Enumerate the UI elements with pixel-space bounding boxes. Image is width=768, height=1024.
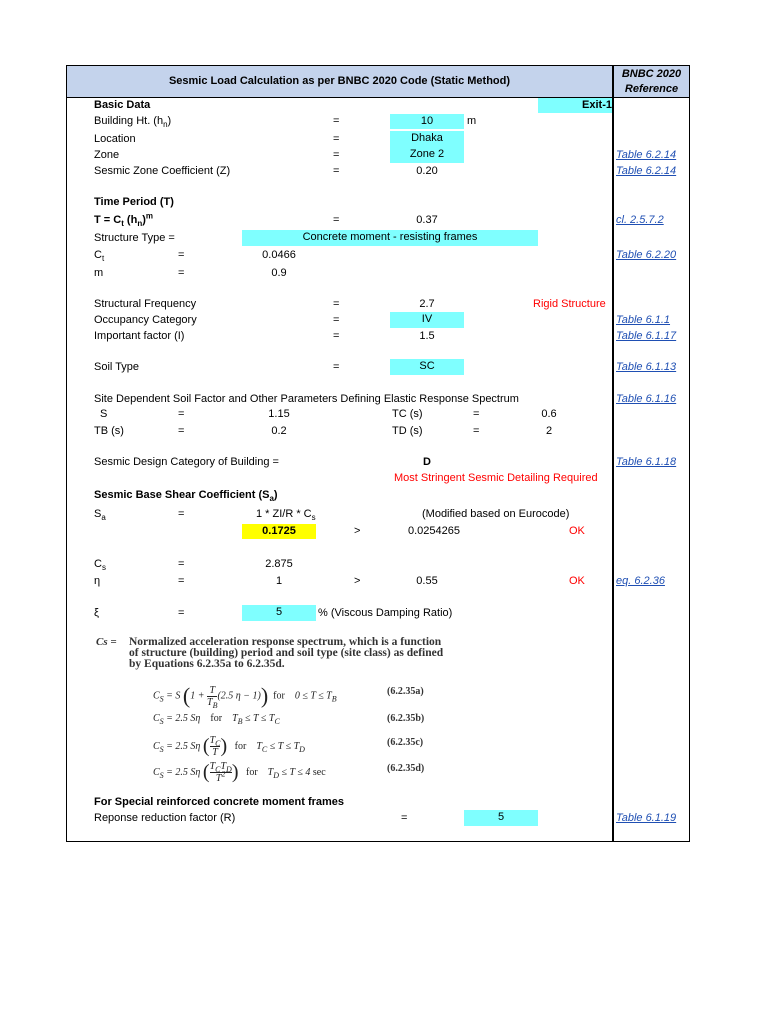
eta-label: η [94,575,101,587]
zone-coefficient-value: 0.20 [416,165,438,177]
location-input[interactable]: Dhaka [390,131,464,147]
structure-type-select[interactable]: Concrete moment - resisting frames [242,230,538,246]
importance-factor-value: 1.5 [419,330,435,342]
equals-sign: = [178,267,185,279]
response-reduction-input[interactable]: 5 [464,810,538,826]
equals-sign: = [178,575,185,587]
td-value: 2 [545,425,553,437]
response-reduction-reference-link[interactable]: Table 6.1.19 [616,812,677,824]
greater-than-sign: > [354,575,361,587]
equation-6-2-35d: $C_S = 2.5$ Sη ( $T_CT_D$ $T^2$ ) for $T_D \le T \le 4$ sec [153,761,326,784]
equals-sign: = [333,149,340,161]
tb-label: TB (s) [94,425,124,437]
s-label: S [100,408,108,420]
equals-sign: = [401,812,408,824]
occupancy-category-input[interactable]: IV [390,312,464,328]
soil-type-input[interactable]: SC [390,359,464,375]
basic-data-heading: Basic Data [94,99,151,111]
equals-sign: = [333,361,340,373]
eurocode-note: (Modified based on Eurocode) [422,508,570,520]
eta-value: 1 [275,575,283,587]
frame-top [66,65,690,66]
equals-sign: = [178,508,185,520]
base-shear-heading: Sesmic Base Shear Coefficient $(S_a)$ [94,489,278,504]
cs-definition-line1: Normalized acceleration response spectrum, which is a function [129,636,442,648]
building-height-input[interactable]: 10 [390,114,464,129]
equals-sign: = [473,425,480,437]
exit-label: Exit-1 [582,99,612,111]
response-reduction-label: Reponse reduction factor (R) [94,812,236,824]
sa-check-ok: OK [569,525,585,537]
equals-sign: = [178,558,185,570]
equation-6-2-35d-number: (6.2.35d) [387,763,425,774]
sa-formula: $1 * ZI/R * C_s$ [256,508,316,523]
exit-cell [538,98,612,113]
equals-sign: = [333,214,340,226]
site-parameters-heading: Site Dependent Soil Factor and Other Parameters Defining Elastic Response Spectrum [94,393,519,405]
occupancy-reference-link[interactable]: Table 6.1.1 [616,314,671,326]
site-parameters-reference-link[interactable]: Table 6.1.16 [616,393,677,405]
sheet-title: Sesmic Load Calculation as per BNBC 2020 Code (Static Method) [168,75,511,87]
sa-minimum-value: 0.0254265 [408,525,460,537]
tc-value: 0.6 [541,408,557,420]
zone-label: Zone [94,149,120,161]
ct-reference-link[interactable]: Table 6.2.20 [616,249,677,261]
equals-sign: = [333,165,340,177]
time-period-value: 0.37 [416,214,438,226]
design-category-label: Sesmic Design Category of Building = [94,456,279,468]
equals-sign: = [473,408,480,420]
time-period-formula: $T = C_t$ $(h_n)^m$ [94,211,154,229]
ct-label: $C_t$ [94,249,105,264]
structure-type-label: Structure Type = [94,232,175,244]
xi-label: ξ [94,607,99,619]
cs-label: $C_s$ [94,558,106,573]
equals-sign: = [178,607,185,619]
structural-frequency-value: 2.7 [419,298,435,310]
detailing-note: Most Stringent Sesmic Detailing Required [394,472,598,484]
design-category-reference-link[interactable]: Table 6.1.18 [616,456,677,468]
frame-right [689,65,690,842]
tc-label: TC (s) [392,408,423,420]
equals-sign: = [178,425,185,437]
importance-factor-label: Important factor (I) [94,330,185,342]
equals-sign: = [333,314,340,326]
soil-type-reference-link[interactable]: Table 6.1.13 [616,361,677,373]
equals-sign: = [178,408,185,420]
equals-sign: = [178,249,185,261]
equation-6-2-35c-number: (6.2.35c) [387,737,424,748]
sa-value: 0.1725 [242,524,316,539]
damping-ratio-input[interactable]: 5 [242,605,316,621]
td-label: TD (s) [392,425,423,437]
reference-header-line2: Reference [624,83,679,95]
eta-minimum-value: 0.55 [416,575,438,587]
frame-bottom [66,841,690,842]
cs-definition-term: Cs = [96,636,117,648]
eta-check-ok: OK [569,575,585,587]
equation-6-2-35b-number: (6.2.35b) [387,713,425,724]
soil-type-label: Soil Type [94,361,140,373]
sa-label: $S_a$ [94,508,106,523]
zone-reference-link[interactable]: Table 6.2.14 [616,149,677,161]
equation-6-2-35a-number: (6.2.35a) [387,686,424,697]
time-period-heading: Time Period (T) [94,196,174,208]
equals-sign: = [333,115,340,127]
equals-sign: = [333,133,340,145]
reference-header-line1: BNBC 2020 [621,68,682,80]
damping-ratio-note: % (Viscous Damping Ratio) [318,607,453,619]
design-category-value: D [423,456,431,468]
location-label: Location [94,133,136,145]
tb-value: 0.2 [271,425,287,437]
cs-value: 2.875 [265,558,293,570]
equation-6-2-35b: $C_S = 2.5$ Sη for $T_B \le T \le T_C$ [153,713,280,726]
zone-coefficient-label: Sesmic Zone Coefficient (Z) [94,165,231,177]
ct-value: 0.0466 [262,249,296,261]
m-value: 0.9 [271,267,287,279]
zone-coefficient-reference-link[interactable]: Table 6.2.14 [616,165,677,177]
structural-frequency-label: Structural Frequency [94,298,197,310]
equation-6-2-35a: $C_S = S$ (1 + $\frac{T}{T_B}$ (2.5 η − 1)) for $0 \le T \le T_B$ [153,683,337,710]
equals-sign: = [333,330,340,342]
zone-input[interactable]: Zone 2 [390,147,464,163]
frame-left [66,65,67,842]
frame-divider [612,65,614,842]
building-height-label: Building Ht. $(h_n)$ [94,115,172,130]
eta-reference-link[interactable]: eq. 6.2.36 [616,575,665,587]
cs-definition-line3: by Equations 6.2.35a to 6.2.35d. [129,658,285,670]
equals-sign: = [333,298,340,310]
importance-reference-link[interactable]: Table 6.1.17 [616,330,677,342]
m-label: m [94,267,104,279]
s-value: 1.15 [268,408,290,420]
special-frames-heading: For Special reinforced concrete moment frames [94,796,345,808]
equation-6-2-35c: $C_S = 2.5$ Sη ( $\frac{T_C}{T}$ ) for $T_C \le T \le T_D$ [153,735,305,758]
building-height-unit: m [467,115,477,127]
rigid-structure-note: Rigid Structure [533,298,606,310]
cs-definition-line2: of structure (building) period and soil type (site class) as defined [129,647,444,659]
greater-than-sign: > [354,525,361,537]
time-period-reference-link[interactable]: cl. 2.5.7.2 [616,214,664,226]
occupancy-category-label: Occupancy Category [94,314,197,326]
